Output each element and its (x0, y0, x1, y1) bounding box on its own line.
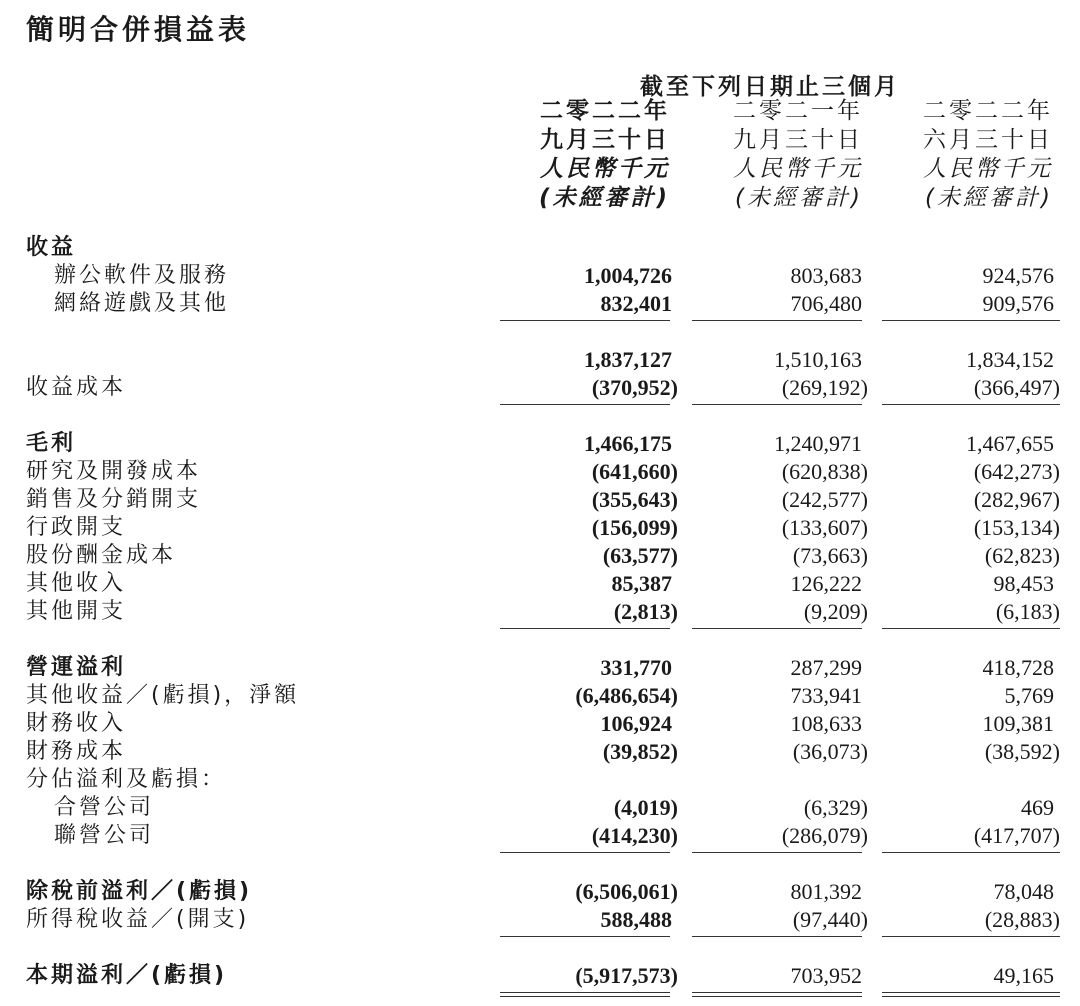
value-q2-2022: 418,728 (982, 655, 1054, 680)
subtotal-rule (882, 404, 1060, 405)
value-q3-2021: 801,392 (790, 879, 862, 904)
section-label: 收益 (26, 235, 77, 260)
value-q2-2022: (28,883) (984, 907, 1060, 932)
column-date: 九月三十日 (540, 127, 670, 153)
value-q2-2022: 78,048 (993, 879, 1054, 904)
value-q2-2022: (153,134) (973, 515, 1060, 540)
value-q3-2021: 1,510,163 (774, 347, 862, 372)
column-unit: 人民幣千元 (540, 156, 670, 182)
table-row (0, 822, 1080, 850)
value-q3-2021: 706,480 (790, 291, 862, 316)
row-label: 毛利 (26, 431, 77, 456)
value-q3-2022: 1,004,726 (584, 263, 672, 288)
row-label: 銷售及分銷開支 (26, 487, 202, 512)
row-label: 網絡遊戲及其他 (54, 291, 230, 316)
table-row (0, 906, 1080, 934)
value-q3-2021: (242,577) (781, 487, 868, 512)
table-row (0, 458, 1080, 486)
table-row (0, 682, 1080, 710)
value-q3-2022: 588,488 (600, 907, 672, 932)
row-label: 其他收入 (26, 571, 127, 596)
subtotal-rule (692, 852, 862, 853)
subtotal-rule (692, 404, 862, 405)
period-header: 截至下列日期止三個月 (640, 74, 900, 100)
value-q3-2022: (355,643) (591, 487, 678, 512)
value-q3-2022: (641,660) (591, 459, 678, 484)
subtotal-rule (692, 936, 862, 937)
value-q2-2022: (6,183) (995, 599, 1060, 624)
value-q3-2021: 703,952 (790, 963, 862, 988)
value-q3-2022: (39,852) (602, 739, 678, 764)
value-q3-2021: 287,299 (790, 655, 862, 680)
value-q3-2021: 126,222 (790, 571, 862, 596)
table-row-net-result (0, 962, 1080, 990)
value-q2-2022: 1,834,152 (966, 347, 1054, 372)
subtotal-rule (500, 628, 670, 629)
value-q3-2022: 1,466,175 (584, 431, 672, 456)
value-q2-2022: (282,967) (973, 487, 1060, 512)
table-row (0, 654, 1080, 682)
subtotal-rule (692, 320, 862, 321)
value-q3-2021: (73,663) (792, 543, 868, 568)
column-year: 二零二一年 (733, 98, 863, 124)
subtotal-rule (882, 320, 1060, 321)
double-rule (882, 992, 1060, 993)
double-rule (500, 996, 670, 997)
value-q3-2021: (97,440) (792, 907, 868, 932)
value-q2-2022: (642,273) (973, 459, 1060, 484)
row-label: 營運溢利 (26, 655, 127, 680)
value-q3-2022: 832,401 (600, 291, 672, 316)
row-label: 辦公軟件及服務 (54, 263, 230, 288)
value-q3-2022: (63,577) (602, 543, 678, 568)
table-row (0, 542, 1080, 570)
table-row (0, 710, 1080, 738)
value-q3-2022: (6,486,654) (575, 683, 678, 708)
value-q3-2022: (6,506,061) (575, 879, 678, 904)
table-row (0, 570, 1080, 598)
value-q3-2021: 108,633 (790, 711, 862, 736)
column-audit: (未經審計) (538, 185, 670, 211)
value-q3-2021: (286,079) (781, 823, 868, 848)
section-heading-revenue (0, 234, 1080, 262)
subtotal-rule (500, 404, 670, 405)
value-q3-2022: (5,917,573) (575, 963, 678, 988)
value-q2-2022: (417,707) (973, 823, 1060, 848)
row-label: 財務成本 (26, 739, 127, 764)
value-q3-2022: (4,019) (613, 795, 678, 820)
subtotal-rule (882, 852, 1060, 853)
value-q2-2022: 109,381 (982, 711, 1054, 736)
value-q3-2022: (156,099) (591, 515, 678, 540)
column-header-q2-2022 (853, 97, 1053, 213)
value-q3-2022: 85,387 (611, 571, 672, 596)
double-rule (692, 992, 862, 993)
subtotal-rule (500, 852, 670, 853)
value-q3-2021: (6,329) (803, 795, 868, 820)
table-row (0, 598, 1080, 626)
subtotal-rule (882, 936, 1060, 937)
row-label: 其他開支 (26, 599, 127, 624)
subtotal-rule (692, 628, 862, 629)
value-q3-2021: (133,607) (781, 515, 868, 540)
double-rule (882, 996, 1060, 997)
section-label: 分佔溢利及虧損： (26, 767, 227, 792)
row-label: 財務收入 (26, 711, 127, 736)
double-rule (500, 992, 670, 993)
row-label: 研究及開發成本 (26, 459, 202, 484)
value-q3-2021: 803,683 (790, 263, 862, 288)
value-q2-2022: (38,592) (984, 739, 1060, 764)
column-audit: (未經審計) (735, 185, 863, 211)
section-heading-share (0, 766, 1080, 794)
value-q3-2021: (9,209) (803, 599, 868, 624)
value-q2-2022: 5,769 (1004, 683, 1054, 708)
subtotal-rule (500, 936, 670, 937)
value-q2-2022: 1,467,655 (966, 431, 1054, 456)
value-q3-2022: 1,837,127 (584, 347, 672, 372)
row-label: 行政開支 (26, 515, 127, 540)
row-label: 除稅前溢利／(虧損) (26, 879, 253, 904)
row-label: 本期溢利／(虧損) (26, 963, 228, 988)
table-row (0, 878, 1080, 906)
column-header-q3-2021 (663, 97, 863, 213)
value-q3-2022: (2,813) (613, 599, 678, 624)
table-row (0, 374, 1080, 402)
table-row (0, 290, 1080, 318)
value-q3-2021: 1,240,971 (774, 431, 862, 456)
table-row (0, 514, 1080, 542)
row-label: 所得稅收益／(開支) (26, 907, 250, 932)
value-q2-2022: 49,165 (993, 963, 1054, 988)
column-unit: 人民幣千元 (733, 156, 863, 182)
double-rule (692, 996, 862, 997)
table-row (0, 738, 1080, 766)
column-date: 六月三十日 (923, 127, 1053, 153)
value-q2-2022: (366,497) (973, 375, 1060, 400)
value-q2-2022: (62,823) (984, 543, 1060, 568)
value-q2-2022: 98,453 (993, 571, 1054, 596)
table-row (0, 486, 1080, 514)
column-year: 二零二二年 (923, 98, 1053, 124)
column-header-q3-2022 (470, 97, 670, 213)
table-row (0, 794, 1080, 822)
column-date: 九月三十日 (733, 127, 863, 153)
value-q2-2022: 924,576 (982, 263, 1054, 288)
subtotal-rule (882, 628, 1060, 629)
value-q2-2022: 909,576 (982, 291, 1054, 316)
row-label: 股份酬金成本 (26, 543, 177, 568)
table-row (0, 430, 1080, 458)
value-q3-2021: (620,838) (781, 459, 868, 484)
table-row-revenue-total (0, 346, 1080, 374)
statement-title: 簡明合併損益表 (26, 13, 251, 46)
column-audit: (未經審計) (925, 185, 1053, 211)
subtotal-rule (500, 320, 670, 321)
value-q3-2022: 106,924 (600, 711, 672, 736)
value-q3-2021: 733,941 (790, 683, 862, 708)
value-q3-2021: (269,192) (781, 375, 868, 400)
value-q3-2022: (370,952) (591, 375, 678, 400)
value-q3-2021: (36,073) (792, 739, 868, 764)
table-row (0, 262, 1080, 290)
row-label: 收益成本 (26, 375, 127, 400)
value-q3-2022: 331,770 (600, 655, 672, 680)
value-q3-2022: (414,230) (591, 823, 678, 848)
column-year: 二零二二年 (540, 98, 670, 124)
row-label: 其他收益／(虧損)，淨額 (26, 683, 300, 708)
row-label: 聯營公司 (54, 823, 155, 848)
column-unit: 人民幣千元 (923, 156, 1053, 182)
row-label: 合營公司 (54, 795, 155, 820)
value-q2-2022: 469 (1021, 795, 1054, 820)
